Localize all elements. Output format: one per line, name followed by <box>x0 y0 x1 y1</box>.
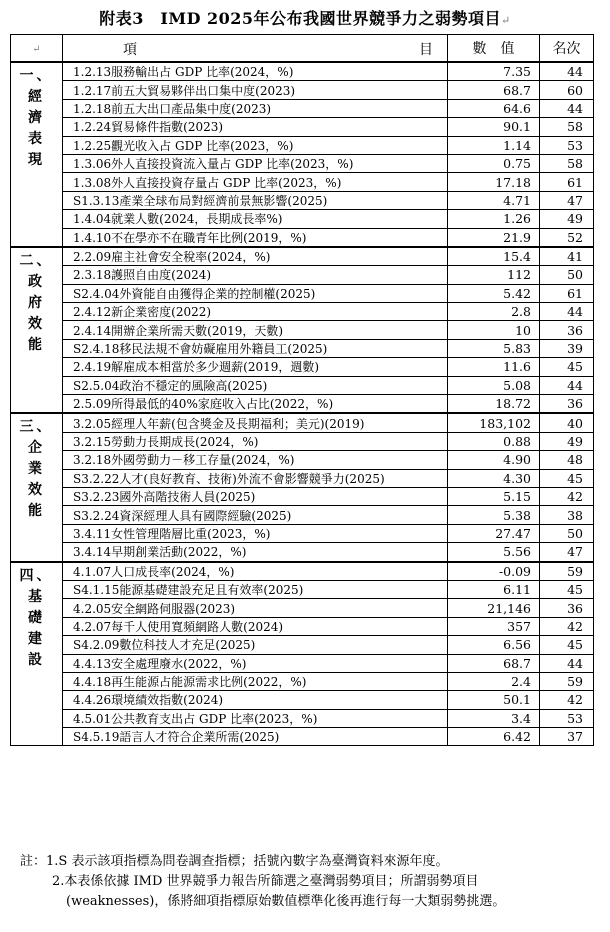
table-row <box>11 228 594 247</box>
category-char: 效 <box>28 482 45 499</box>
header-rank: 名次 <box>540 35 594 63</box>
value-cell: 183,102 <box>448 413 540 432</box>
item-cell: S4.1.15能源基礎建設充足且有效率(2025) <box>63 580 448 598</box>
category-label <box>11 62 63 247</box>
rank-cell: 52 <box>540 228 594 247</box>
category-char: 業 <box>28 461 45 478</box>
category-char: 能 <box>28 336 45 353</box>
category-char: 濟 <box>28 110 45 126</box>
table-body <box>11 62 594 746</box>
item-cell: 3.2.18外國勞動力－移工存量(2024，%) <box>63 451 448 469</box>
rank-cell: 58 <box>540 154 594 172</box>
item-cell: 4.4.26環境績效指數(2024) <box>63 691 448 709</box>
table-row <box>11 487 594 505</box>
table-row <box>11 266 594 284</box>
rank-cell: 38 <box>540 506 594 524</box>
table-row <box>11 654 594 672</box>
header-value: 數 值 <box>448 35 540 63</box>
rank-cell: 44 <box>540 99 594 117</box>
rank-cell: 59 <box>540 672 594 690</box>
item-cell: 4.2.05安全網路伺服器(2023) <box>63 599 448 617</box>
rank-cell: 58 <box>540 118 594 136</box>
table-row <box>11 672 594 690</box>
item-cell: 2.4.12新企業密度(2022) <box>63 303 448 321</box>
rank-cell: 36 <box>540 599 594 617</box>
category-label <box>11 562 63 746</box>
item-cell: 2.4.14開辦企業所需天數(2019，天數) <box>63 321 448 339</box>
item-cell: S2.5.04政治不穩定的風險高(2025) <box>63 376 448 394</box>
table-row <box>11 173 594 191</box>
category-char: 二、 <box>19 252 54 269</box>
value-cell: 2.8 <box>448 303 540 321</box>
cell-arrow-icon: ↵ <box>32 44 41 55</box>
rank-cell: 44 <box>540 62 594 81</box>
rank-cell: 45 <box>540 636 594 654</box>
rank-cell: 39 <box>540 339 594 357</box>
note-line-3: (weaknesses)，係將細項指標原始數值標準化後再進行每一大類弱勢挑選。 <box>66 894 506 909</box>
rank-cell: 47 <box>540 191 594 209</box>
value-cell: 2.4 <box>448 672 540 690</box>
rank-cell: 44 <box>540 654 594 672</box>
table-row <box>11 580 594 598</box>
value-cell: 64.6 <box>448 99 540 117</box>
note-line-1: 註：1.S 表示該項指標為問卷調查指標；括號內數字為臺灣資料來源年度。 <box>20 854 449 869</box>
value-cell: 68.7 <box>448 81 540 99</box>
rank-cell: 60 <box>540 81 594 99</box>
item-cell: S4.2.09數位科技人才充足(2025) <box>63 636 448 654</box>
category-char: 現 <box>28 152 45 168</box>
table-row <box>11 339 594 357</box>
table-row <box>11 562 594 581</box>
category-char: 三、 <box>19 419 54 436</box>
table-row <box>11 210 594 228</box>
category-char: 經 <box>28 89 45 105</box>
category-char: 四、 <box>19 567 54 584</box>
item-cell: 1.4.10不在學亦不在職青年比例(2019，%) <box>63 228 448 247</box>
category-char: 政 <box>28 273 45 290</box>
header-item-left: 項 <box>123 42 137 58</box>
table-row <box>11 191 594 209</box>
category-label <box>11 413 63 561</box>
rank-cell: 40 <box>540 413 594 432</box>
value-cell: 0.75 <box>448 154 540 172</box>
value-cell: 3.4 <box>448 709 540 727</box>
value-cell: 17.18 <box>448 173 540 191</box>
table-row <box>11 118 594 136</box>
rank-cell: 36 <box>540 395 594 414</box>
rank-cell: 50 <box>540 524 594 542</box>
category-char: 表 <box>28 131 45 147</box>
table-row <box>11 62 594 81</box>
value-cell: 15.4 <box>448 247 540 266</box>
item-cell: S1.3.13產業全球布局對經濟前景無影響(2025) <box>63 191 448 209</box>
value-cell: 5.42 <box>448 284 540 302</box>
value-cell: 6.56 <box>448 636 540 654</box>
rank-cell: 49 <box>540 210 594 228</box>
item-cell: 2.4.19解雇成本相當於多少週薪(2019，週數) <box>63 358 448 376</box>
value-cell: 5.56 <box>448 543 540 562</box>
table-row <box>11 358 594 376</box>
value-cell: 5.38 <box>448 506 540 524</box>
value-cell: -0.09 <box>448 562 540 581</box>
item-cell: 4.1.07人口成長率(2024，%) <box>63 562 448 581</box>
table-row <box>11 506 594 524</box>
weakness-table <box>10 34 594 746</box>
table-row <box>11 728 594 746</box>
rank-cell: 61 <box>540 173 594 191</box>
item-cell: 3.2.05經理人年薪(包含獎金及長期福利；美元)(2019) <box>63 413 448 432</box>
item-cell: 1.2.17前五大貿易夥伴出口集中度(2023) <box>63 81 448 99</box>
value-cell: 6.11 <box>448 580 540 598</box>
table-row <box>11 413 594 432</box>
value-cell: 27.47 <box>448 524 540 542</box>
header-item <box>63 35 448 63</box>
rank-cell: 44 <box>540 303 594 321</box>
table-row <box>11 451 594 469</box>
item-cell: S2.4.18移民法規不會妨礙雇用外籍員工(2025) <box>63 339 448 357</box>
table-row <box>11 432 594 450</box>
table-row <box>11 524 594 542</box>
item-cell: S3.2.22人才(良好教育、技術)外流不會影響競爭力(2025) <box>63 469 448 487</box>
item-cell: 3.2.15勞動力長期成長(2024，%) <box>63 432 448 450</box>
header-category <box>11 35 63 63</box>
rank-cell: 45 <box>540 469 594 487</box>
header-item-right: 目 <box>419 42 433 58</box>
category-label <box>11 247 63 414</box>
item-cell: 4.5.01公共教育支出占 GDP 比率(2023，%) <box>63 709 448 727</box>
value-cell: 112 <box>448 266 540 284</box>
rank-cell: 49 <box>540 432 594 450</box>
category-char: 設 <box>28 651 45 668</box>
table-row <box>11 321 594 339</box>
item-cell: S2.4.04外資能自由獲得企業的控制權(2025) <box>63 284 448 302</box>
table-row <box>11 636 594 654</box>
item-cell: 1.4.04就業人數(2024，長期成長率%) <box>63 210 448 228</box>
note-line-2: 2.本表係依據 IMD 世界競爭力報告所篩選之臺灣弱勢項目；所謂弱勢項目 <box>52 874 479 889</box>
table-row <box>11 617 594 635</box>
item-cell: 2.2.09雇主社會安全稅率(2024，%) <box>63 247 448 266</box>
item-cell: 3.4.11女性管理階層比重(2023，%) <box>63 524 448 542</box>
value-cell: 1.14 <box>448 136 540 154</box>
table-row <box>11 81 594 99</box>
table-row <box>11 395 594 414</box>
value-cell: 7.35 <box>448 62 540 81</box>
rank-cell: 42 <box>540 617 594 635</box>
table-row <box>11 154 594 172</box>
rank-cell: 53 <box>540 136 594 154</box>
rank-cell: 45 <box>540 580 594 598</box>
rank-cell: 44 <box>540 376 594 394</box>
item-cell: S3.2.24資深經理人具有國際經驗(2025) <box>63 506 448 524</box>
table-header-row <box>11 35 594 63</box>
category-char: 能 <box>28 503 45 520</box>
value-cell: 6.42 <box>448 728 540 746</box>
rank-cell: 61 <box>540 284 594 302</box>
category-char: 建 <box>28 630 45 647</box>
table-row <box>11 376 594 394</box>
item-cell: 2.3.18護照自由度(2024) <box>63 266 448 284</box>
value-cell: 90.1 <box>448 118 540 136</box>
table-row <box>11 599 594 617</box>
rank-cell: 53 <box>540 709 594 727</box>
value-cell: 50.1 <box>448 691 540 709</box>
paragraph-mark-icon: ↵ <box>501 14 511 27</box>
category-char: 礎 <box>28 609 45 626</box>
table-row <box>11 303 594 321</box>
value-cell: 21,146 <box>448 599 540 617</box>
table-row <box>11 136 594 154</box>
value-cell: 5.15 <box>448 487 540 505</box>
rank-cell: 37 <box>540 728 594 746</box>
item-cell: 1.2.18前五大出口產品集中度(2023) <box>63 99 448 117</box>
table-row <box>11 709 594 727</box>
rank-cell: 41 <box>540 247 594 266</box>
value-cell: 4.90 <box>448 451 540 469</box>
value-cell: 5.08 <box>448 376 540 394</box>
value-cell: 4.30 <box>448 469 540 487</box>
value-cell: 18.72 <box>448 395 540 414</box>
footnotes <box>20 852 600 912</box>
value-cell: 10 <box>448 321 540 339</box>
item-cell: 1.2.25觀光收入占 GDP 比率(2023，%) <box>63 136 448 154</box>
item-cell: S4.5.19語言人才符合企業所需(2025) <box>63 728 448 746</box>
table-row <box>11 284 594 302</box>
rank-cell: 42 <box>540 691 594 709</box>
table-row <box>11 99 594 117</box>
item-cell: 1.3.06外人直接投資流入量占 GDP 比率(2023，%) <box>63 154 448 172</box>
value-cell: 0.88 <box>448 432 540 450</box>
item-cell: 3.4.14早期創業活動(2022，%) <box>63 543 448 562</box>
item-cell: 1.3.08外人直接投資存量占 GDP 比率(2023，%) <box>63 173 448 191</box>
value-cell: 68.7 <box>448 654 540 672</box>
value-cell: 4.71 <box>448 191 540 209</box>
table-row <box>11 247 594 266</box>
item-cell: 4.4.18再生能源占能源需求比例(2022，%) <box>63 672 448 690</box>
category-char: 企 <box>28 440 45 457</box>
item-cell: 2.5.09所得最低的40%家庭收入占比(2022，%) <box>63 395 448 414</box>
value-cell: 357 <box>448 617 540 635</box>
table-row <box>11 691 594 709</box>
rank-cell: 48 <box>540 451 594 469</box>
category-char: 效 <box>28 315 45 332</box>
item-cell: 1.2.13服務輸出占 GDP 比率(2024，%) <box>63 62 448 81</box>
rank-cell: 36 <box>540 321 594 339</box>
rank-cell: 59 <box>540 562 594 581</box>
rank-cell: 50 <box>540 266 594 284</box>
item-cell: 4.4.13安全處理廢水(2022，%) <box>63 654 448 672</box>
value-cell: 21.9 <box>448 228 540 247</box>
rank-cell: 45 <box>540 358 594 376</box>
table-row <box>11 469 594 487</box>
item-cell: 4.2.07每千人使用寬頻網路人數(2024) <box>63 617 448 635</box>
table-row <box>11 543 594 562</box>
rank-cell: 42 <box>540 487 594 505</box>
value-cell: 11.6 <box>448 358 540 376</box>
value-cell: 5.83 <box>448 339 540 357</box>
value-cell: 1.26 <box>448 210 540 228</box>
category-char: 一、 <box>19 68 54 84</box>
item-cell: 1.2.24貿易條件指數(2023) <box>63 118 448 136</box>
rank-cell: 47 <box>540 543 594 562</box>
table-title: 附表3 IMD 2025年公布我國世界競爭力之弱勢項目↵ <box>99 9 511 28</box>
category-char: 基 <box>28 588 45 605</box>
category-char: 府 <box>28 294 45 311</box>
item-cell: S3.2.23國外高階技術人員(2025) <box>63 487 448 505</box>
